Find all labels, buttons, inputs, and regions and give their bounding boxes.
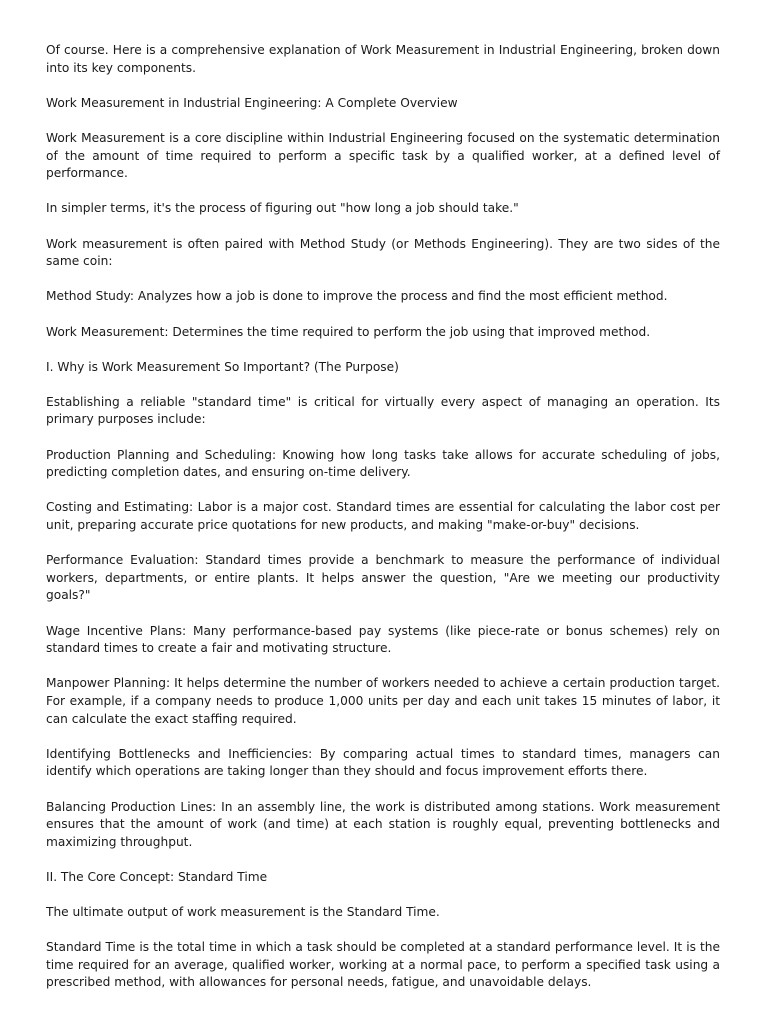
- standard-time-intro-paragraph: The ultimate output of work measurement is the Standard Time.: [46, 905, 440, 920]
- purpose-item-bottlenecks: Identifying Bottlenecks and Inefficiencies: By comparing actual times to standard times, managers can identify which operations are taking longer than they should and focus improvement efforts there.: [46, 746, 720, 779]
- simple-terms-paragraph: In simpler terms, it's the process of figuring out "how long a job should take.": [46, 201, 519, 216]
- section-heading-standard-time: II. The Core Concept: Standard Time: [46, 869, 268, 884]
- section-heading-purpose: I. Why is Work Measurement So Important? (The Purpose): [46, 359, 399, 374]
- purpose-item-costing: Costing and Estimating: Labor is a major cost. Standard times are essential for calculating the labor cost per unit, preparing accurate price quotations for new products, and making "make-or-buy" decisions.: [46, 500, 720, 533]
- intro-paragraph: Of course. Here is a comprehensive explanation of Work Measurement in Industrial Engineering, broken down into its key components.: [46, 43, 720, 75]
- definition-paragraph: Work Measurement is a core discipline within Industrial Engineering focused on the systematic determination of the amount of time required to perform a specific task by a qualified worker, at a defined level of performance.: [46, 130, 720, 181]
- standard-time-definition-paragraph: Standard Time is the total time in which a task should be completed at a standard performance level. It is the time required for an average, qualified worker, working at a normal pace, to perform a specified task using a prescribed method, with allowances for personal needs, fatigue, and unavoidable delays.: [46, 940, 720, 990]
- purpose-item-wage: Wage Incentive Plans: Many performance-based pay systems (like piece-rate or bonus schemes) rely on standard times to create a fair and motivating structure.: [46, 623, 720, 656]
- purpose-item-performance: Performance Evaluation: Standard times provide a benchmark to measure the performance of individual workers, departments, or entire plants. It helps answer the question, "Are we meeting our productivity goals?": [46, 553, 720, 603]
- purpose-item-balancing: Balancing Production Lines: In an assembly line, the work is distributed among stations. Work measurement ensures that the amount of work (and time) at each station is roughly equal, preventing bottlenecks and maximizing throughput.: [46, 799, 720, 849]
- method-study-pairing-paragraph: Work measurement is often paired with Method Study (or Methods Engineering). They are two sides of the same coin:: [46, 236, 720, 269]
- method-study-item: Method Study: Analyzes how a job is done to improve the process and find the most efficient method.: [46, 289, 668, 304]
- work-measurement-item: Work Measurement: Determines the time required to perform the job using that improved method.: [46, 324, 651, 339]
- purpose-item-planning: Production Planning and Scheduling: Knowing how long tasks take allows for accurate scheduling of jobs, predicting completion dates, and ensuring on-time delivery.: [46, 447, 720, 480]
- purpose-intro-paragraph: Establishing a reliable "standard time" is critical for virtually every aspect of managing an operation. Its primary purposes include:: [46, 394, 720, 427]
- document-title: Work Measurement in Industrial Engineering: A Complete Overview: [46, 95, 458, 110]
- purpose-item-manpower: Manpower Planning: It helps determine the number of workers needed to achieve a certain production target. For example, if a company needs to produce 1,000 units per day and each unit takes 15 minutes of labor, it can calculate the exact staffing required.: [46, 676, 720, 726]
